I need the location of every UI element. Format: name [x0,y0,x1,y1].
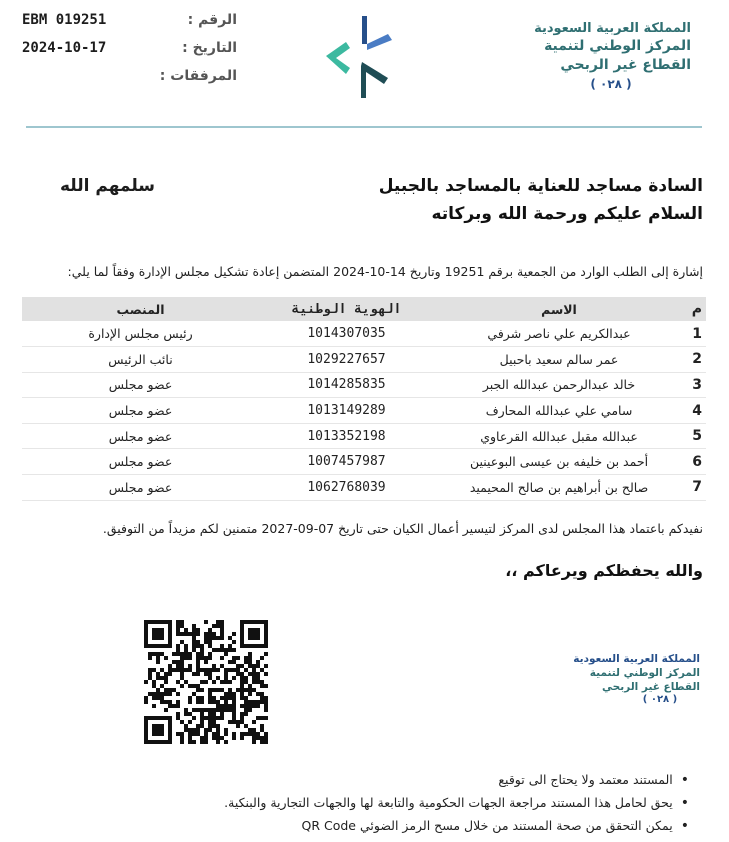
row-position: عضو مجلس [22,475,259,501]
intro-paragraph: إشارة إلى الطلب الوارد من الجمعية برقم 19251 وتاريخ 14-10-2024 المتضمن إعادة تشكيل مجلس الإدارة وفقاً لما يلي: [67,264,703,279]
row-national-id: 1013149289 [259,398,434,424]
reference-block [22,12,237,96]
closing-line: والله يحفظكم ويرعاكم ،، [505,561,703,580]
attachments-row [22,68,237,96]
header-position: المنصب [22,297,259,321]
row-national-id: 1029227657 [259,347,434,373]
header-num: م [684,297,706,321]
ncnp-logo-icon [322,14,394,100]
row-name: صالح بن أبراهيم بن صالح المحيميد [434,475,684,501]
salutation-line: السلام عليكم ورحمة الله وبركاته [431,204,703,224]
note-item: • المستند معتمد ولا يحتاج الى توقيع [129,768,689,791]
table-row [22,449,706,475]
table-header-row [22,297,706,321]
row-name: أحمد بن خليفه بن عيسى البوعينين [434,449,684,475]
row-num: 2 [684,347,706,373]
header-name: الاسم [434,297,684,321]
row-national-id: 1062768039 [259,475,434,501]
row-national-id: 1014307035 [259,321,434,347]
org-code: ( ٠٢٨ ) [590,77,632,91]
table-row [22,398,706,424]
row-name: سامي علي عبدالله المحارف [434,398,684,424]
org-line-3: القطاع غير الربحي [560,57,691,73]
date-label: التاريخ : [182,40,237,56]
stamp-line-3: القطاع غير الربحي [602,681,700,693]
qr-code-icon[interactable] [144,620,268,744]
note-item: • يمكن التحقق من صحة المستند من خلال مسح الرمز الضوئي QR Code [129,814,689,837]
row-position: عضو مجلس [22,398,259,424]
row-name: عبدالكريم علي ناصر شرفي [434,321,684,347]
org-line-1: المملكة العربية السعودية [534,21,691,36]
salutation-left: سلمهم الله [60,176,155,196]
row-name: عبدالله مقبل عبدالله القرعاوي [434,423,684,449]
row-name: خالد عبدالرحمن عبدالله الجبر [434,372,684,398]
stamp-code: ( ٠٢٨ ) [642,694,678,705]
stamp-line-2: المركز الوطني لتنمية [589,667,700,679]
row-num: 3 [684,372,706,398]
ref-number-row [22,12,237,40]
row-national-id: 1013352198 [259,423,434,449]
table-row [22,321,706,347]
org-line-2: المركز الوطني لتنمية [544,38,691,54]
row-num: 5 [684,423,706,449]
header-national-id: الهوية الوطنية [259,297,434,321]
row-position: عضو مجلس [22,372,259,398]
date-row [22,40,237,68]
row-national-id: 1007457987 [259,449,434,475]
table-row [22,372,706,398]
stamp-line-1: المملكة العربية السعودية [573,653,700,665]
recipient-line: السادة مساجد للعناية بالمساجد بالجبيل [378,176,703,196]
header-divider [26,126,702,128]
row-num: 4 [684,398,706,424]
row-position: عضو مجلس [22,449,259,475]
row-national-id: 1014285835 [259,372,434,398]
ref-number: EBM 019251 [22,12,107,28]
board-members-table [22,297,706,501]
attachments-label: المرفقات : [159,68,237,84]
approval-paragraph: نفيدكم باعتماد هذا المجلس لدى المركز لتيسير أعمال الكيان حتى تاريخ 07-09-2027 متمنين لكم مزيداً من التوفيق. [102,521,703,536]
row-num: 1 [684,321,706,347]
letter-date: 2024-10-17 [22,40,107,56]
row-num: 7 [684,475,706,501]
note-item: • يحق لحامل هذا المستند مراجعة الجهات الحكومية والتابعة لها والجهات التجارية والبنكية. [129,791,689,814]
row-position: نائب الرئيس [22,347,259,373]
table-row [22,475,706,501]
organization-stamp [560,652,700,705]
row-name: عمر سالم سعيد باحبيل [434,347,684,373]
row-position: رئيس مجلس الإدارة [22,321,259,347]
table-row [22,423,706,449]
row-num: 6 [684,449,706,475]
row-position: عضو مجلس [22,423,259,449]
footer-notes [129,768,689,837]
organization-header [491,20,691,91]
ref-number-label: الرقم : [187,12,237,28]
table-row [22,347,706,373]
